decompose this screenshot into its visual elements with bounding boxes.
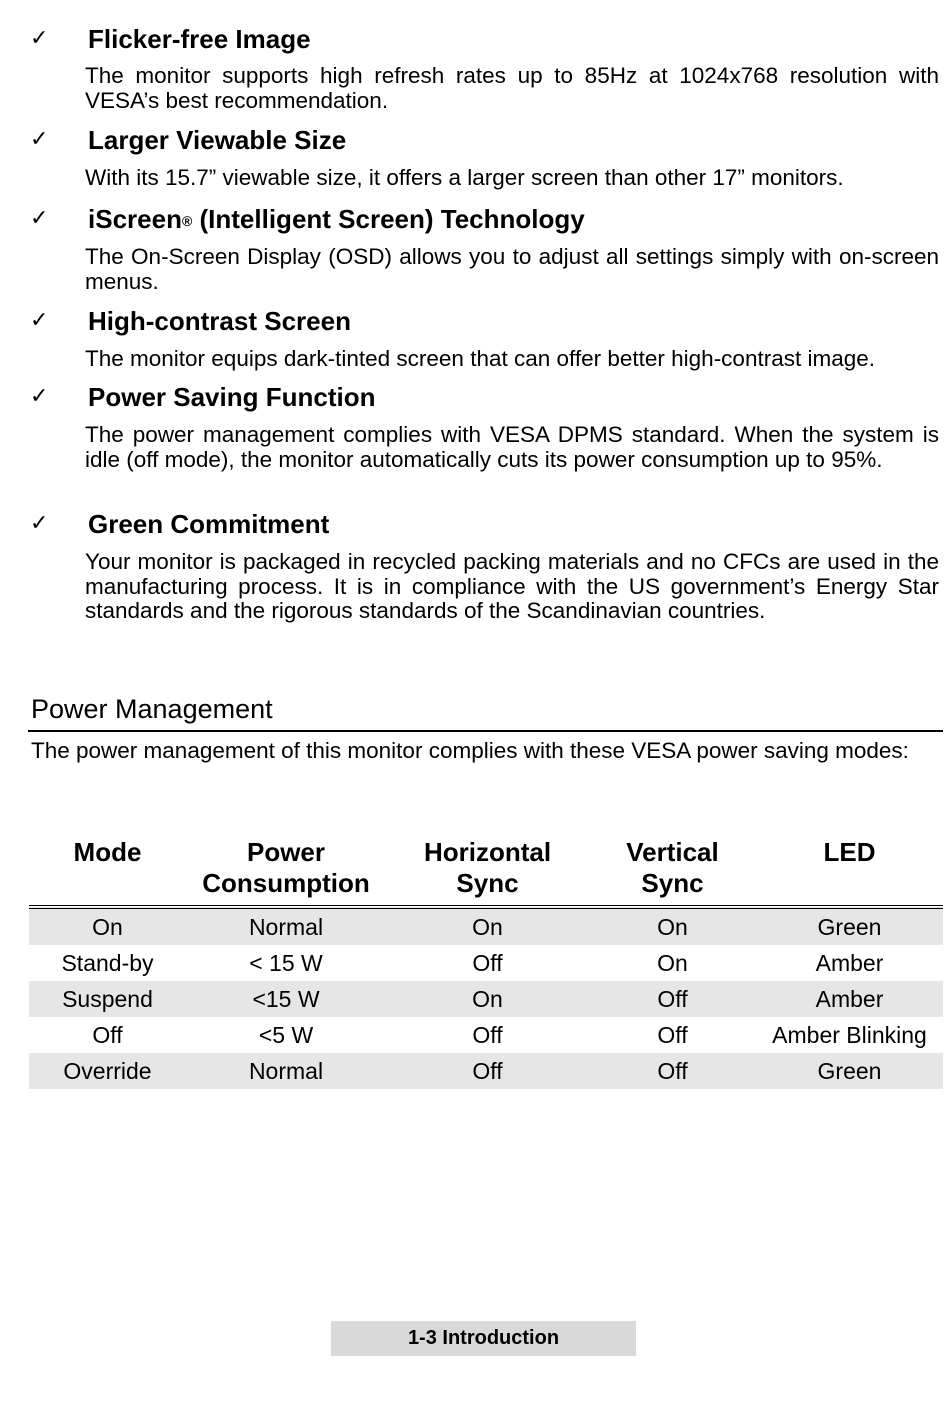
feature-description: Your monitor is packaged in recycled packing materials and no CFCs are used in the manufacturing process. It is in compliance with the US government’s Energy Star standards and the rigorous standards of the Scandinavian countries. <box>85 549 939 623</box>
registered-mark: ® <box>181 213 193 229</box>
table-header-row <box>29 834 943 907</box>
table-cell: < 15 W <box>249 950 323 976</box>
page-footer-label: 1-3 Introduction <box>331 1321 636 1356</box>
table-cell: Normal <box>186 907 386 945</box>
table-cell: Override <box>29 1053 186 1089</box>
table-cell: Amber <box>756 981 943 1017</box>
table-cell: Stand-by <box>61 950 154 976</box>
table-cell: Green <box>756 1053 943 1089</box>
section-intro: The power management of this monitor complies with these VESA power saving modes: <box>31 738 909 763</box>
checkmark-icon: ✓ <box>30 26 49 51</box>
table-cell: Off <box>472 950 503 976</box>
feature-description: The monitor equips dark-tinted screen that can offer better high-contrast image. <box>85 346 876 371</box>
header-horizontal-sync: Horizontal Sync <box>423 837 552 898</box>
table-cell: Off <box>92 1022 123 1048</box>
table-cell: Amber Blinking <box>772 1022 927 1048</box>
header-led: LED <box>823 837 876 867</box>
table-cell: Amber <box>815 950 884 976</box>
table-cell: On <box>589 907 756 945</box>
table-cell: Off <box>472 1022 503 1048</box>
table-cell: On <box>386 907 589 945</box>
table-row <box>29 907 943 945</box>
table-cell: Suspend <box>29 981 186 1017</box>
power-modes-table <box>29 834 943 1089</box>
feature-description: With its 15.7” viewable size, it offers a larger screen than other 17” monitors. <box>85 165 844 190</box>
table-cell: Green <box>756 907 943 945</box>
checkmark-icon: ✓ <box>30 384 49 409</box>
table-cell: Normal <box>186 1053 386 1089</box>
feature-title: Larger Viewable Size <box>88 125 347 155</box>
feature-description: The On-Screen Display (OSD) allows you to adjust all settings simply with on-screen menus. <box>85 244 939 294</box>
table-cell: Off <box>589 1053 756 1089</box>
checkmark-icon: ✓ <box>30 308 49 333</box>
table-row <box>29 1053 943 1089</box>
table-cell: <5 W <box>258 1022 314 1048</box>
table-cell: Off <box>386 1053 589 1089</box>
table-cell: On <box>657 950 688 976</box>
table-row <box>29 981 943 1017</box>
table-cell: <15 W <box>186 981 386 1017</box>
table-cell: On <box>29 907 186 945</box>
section-divider <box>28 730 943 732</box>
feature-title: iScreen® (Intelligent Screen) Technology <box>88 204 585 234</box>
checkmark-icon: ✓ <box>30 206 49 231</box>
feature-description: The power management complies with VESA DPMS standard. When the system is idle (off mode), the monitor automatically cuts its power consumption up to 95%. <box>85 422 939 472</box>
section-heading: Power Management <box>31 694 273 724</box>
checkmark-icon: ✓ <box>30 511 49 536</box>
header-power-consumption: Power Consumption <box>202 837 370 898</box>
header-vertical-sync: Vertical Sync <box>626 837 719 898</box>
table-cell: On <box>386 981 589 1017</box>
table-cell: Off <box>589 981 756 1017</box>
table-row <box>29 1017 943 1053</box>
header-mode: Mode <box>73 837 142 867</box>
feature-title: Flicker-free Image <box>88 24 311 54</box>
feature-title: Power Saving Function <box>88 382 376 412</box>
checkmark-icon: ✓ <box>30 127 49 152</box>
table-row <box>29 945 943 981</box>
feature-title: Green Commitment <box>88 509 330 539</box>
feature-title: High-contrast Screen <box>88 306 351 336</box>
feature-description: The monitor supports high refresh rates up to 85Hz at 1024x768 resolution with VESA’s best recommendation. <box>85 63 939 113</box>
table-cell: Off <box>657 1022 688 1048</box>
